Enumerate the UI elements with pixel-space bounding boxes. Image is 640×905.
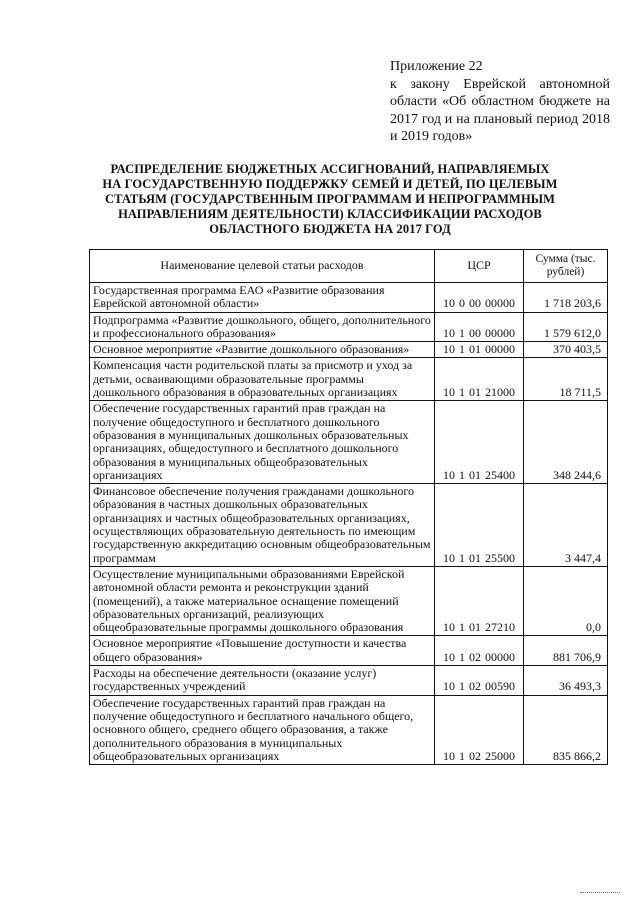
row-amount: 1 579 612,0 [524, 312, 608, 342]
table-row [90, 342, 608, 358]
allocations-table [89, 249, 608, 765]
table-row [90, 636, 608, 666]
header-name: Наименование целевой статьи расходов [90, 250, 435, 283]
row-name: Основное мероприятие «Развитие дошкольного образования» [90, 342, 435, 358]
row-code: 10 1 02 00000 [435, 636, 524, 666]
row-amount: 370 403,5 [524, 342, 608, 358]
header-code: ЦСР [435, 250, 524, 283]
row-amount: 0,0 [524, 566, 608, 635]
row-amount: 348 244,6 [524, 401, 608, 484]
row-amount: 3 447,4 [524, 484, 608, 567]
page-edge-dots [580, 892, 620, 893]
row-name: Осуществление муниципальными образованиями Еврейской автономной области ремонта и реконструкции зданий (помещений), а также материальное оснащение помещений образовательных организаций, реализующих общеобразовательные программы дошкольного образования [90, 566, 435, 635]
row-name: Государственная программа ЕАО «Развитие образования Еврейской автономной области» [90, 283, 435, 313]
row-amount: 835 866,2 [524, 695, 608, 764]
row-amount: 18 711,5 [524, 358, 608, 401]
table-header-row [90, 250, 608, 283]
table-row [90, 695, 608, 764]
appendix-number: Приложение 22 [390, 59, 483, 74]
table-row [90, 666, 608, 696]
header-amount: Сумма (тыс. рублей) [524, 250, 608, 283]
row-code: 10 1 01 21000 [435, 358, 524, 401]
table-row [90, 312, 608, 342]
table-row [90, 566, 608, 635]
row-code: 10 1 01 25400 [435, 401, 524, 484]
row-name: Подпрограмма «Развитие дошкольного, общего, дополнительного и профессионального образования» [90, 312, 435, 342]
document-title: РАСПРЕДЕЛЕНИЕ БЮДЖЕТНЫХ АССИГНОВАНИЙ, НАПРАВЛЯЕМЫХ НА ГОСУДАРСТВЕННУЮ ПОДДЕРЖКУ СЕМЕЙ И ДЕТЕЙ, ПО ЦЕЛЕВЫМ СТАТЬЯМ (ГОСУДАРСТВЕННЫМ ПРОГРАММАМ И НЕПРОГРАММНЫМ НАПРАВЛЕНИЯМ ДЕЯТЕЛЬНОСТИ) КЛАССИФИКАЦИИ РАСХОДОВ ОБЛАСТНОГО БЮДЖЕТА НА 2017 ГОД [102, 162, 558, 236]
row-code: 10 1 01 25500 [435, 484, 524, 567]
row-name: Компенсация части родительской платы за присмотр и уход за детьми, осваивающими образовательные программы дошкольного образования в образовательных организациях [90, 358, 435, 401]
row-code: 10 0 00 00000 [435, 283, 524, 313]
row-name: Обеспечение государственных гарантий прав граждан на получение общедоступного и бесплатного начального общего, основного общего, среднего общего образования, а также дополнительного образования в муниципальных общеобразовательных организациях [90, 695, 435, 764]
row-name: Расходы на обеспечение деятельности (оказание услуг) государственных учреждений [90, 666, 435, 696]
row-name: Основное мероприятие «Повышение доступности и качества общего образования» [90, 636, 435, 666]
appendix-heading [390, 58, 610, 146]
table-row [90, 283, 608, 313]
table-row [90, 401, 608, 484]
row-name: Обеспечение государственных гарантий прав граждан на получение общедоступного и бесплатного дошкольного образования в муниципальных дошкольных образовательных организациях, общедоступного и бесплатного дошкольного образования в муниципальных общеобразовательных организациях [90, 401, 435, 484]
row-code: 10 1 00 00000 [435, 312, 524, 342]
table-row [90, 484, 608, 567]
row-code: 10 1 01 27210 [435, 566, 524, 635]
row-code: 10 1 01 00000 [435, 342, 524, 358]
row-name: Финансовое обеспечение получения гражданами дошкольного образования в частных дошкольных образовательных организациях и частных общеобразовательных организациях, осуществляющих образовательную деятельность по имеющим государственную аккредитацию основным общеобразовательным программам [90, 484, 435, 567]
appendix-law-reference: к закону Еврейской автономной области «Об областном бюджете на 2017 год и на плановый период 2018 и 2019 годов» [390, 76, 610, 144]
row-amount: 36 493,3 [524, 666, 608, 696]
row-code: 10 1 02 00590 [435, 666, 524, 696]
row-code: 10 1 02 25000 [435, 695, 524, 764]
row-amount: 881 706,9 [524, 636, 608, 666]
row-amount: 1 718 203,6 [524, 283, 608, 313]
table-row [90, 358, 608, 401]
